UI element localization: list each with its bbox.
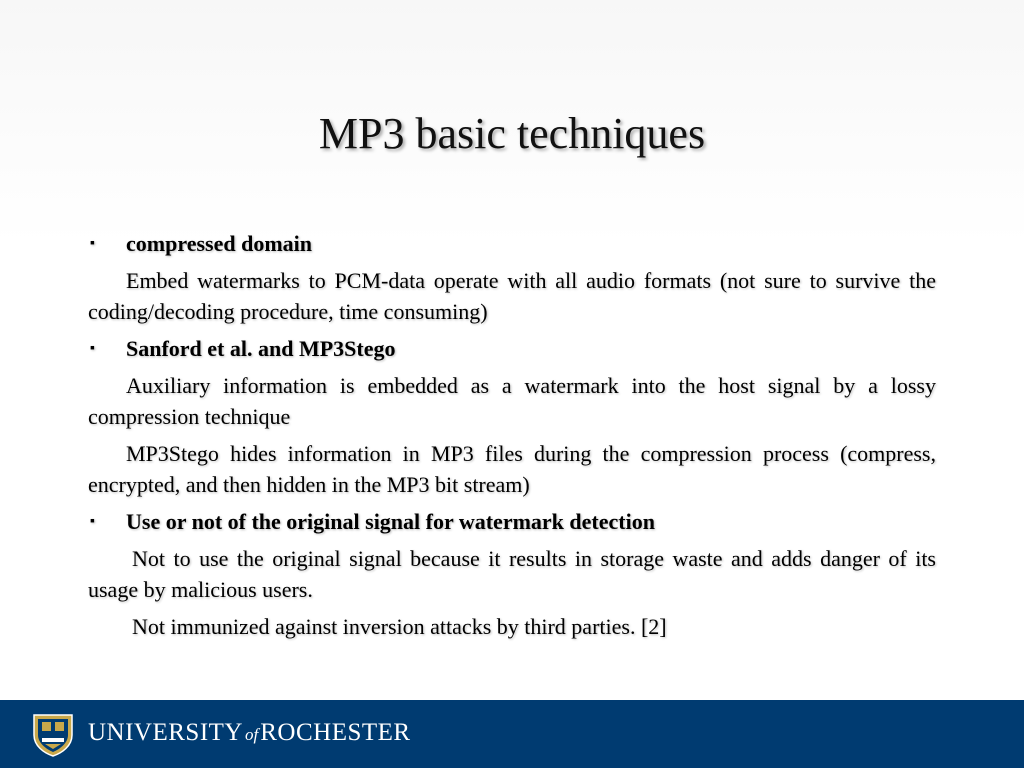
bullet-sanford-mp3stego bbox=[88, 333, 936, 364]
slide-content bbox=[88, 228, 936, 648]
slide-title: MP3 basic techniques bbox=[318, 109, 706, 158]
bullet-square-icon: ▪ bbox=[90, 514, 95, 529]
bullet-original-signal bbox=[88, 506, 936, 537]
bullet-square-icon: ▪ bbox=[90, 236, 95, 251]
paragraph-storage-waste: Not to use the original signal because it results in storage waste and adds danger of its usage by malicious users. bbox=[88, 546, 936, 602]
paragraph-auxiliary-information: Auxiliary information is embedded as a watermark into the host signal by a lossy compression technique bbox=[88, 373, 936, 429]
bullet-square-icon: ▪ bbox=[90, 341, 95, 356]
bullet-text: Sanford et al. and MP3Stego bbox=[126, 336, 396, 361]
university-name bbox=[88, 717, 411, 751]
paragraph-inversion-attacks: Not immunized against inversion attacks by third parties. [2] bbox=[132, 614, 667, 639]
bullet-text: compressed domain bbox=[126, 231, 312, 256]
bullet-compressed-domain bbox=[88, 228, 936, 259]
rochester-word: ROCHESTER bbox=[260, 719, 411, 746]
bullet-text: Use or not of the original signal for watermark detection bbox=[126, 509, 655, 534]
of-word: of bbox=[245, 725, 259, 744]
university-seal-icon bbox=[30, 711, 76, 757]
university-word: UNIVERSITY bbox=[88, 719, 243, 746]
paragraph-mp3stego: MP3Stego hides information in MP3 files during the compression process (compress, encrypted, and then hidden in the MP3 bit stream) bbox=[88, 441, 936, 497]
paragraph-pcm-data: Embed watermarks to PCM-data operate with all audio formats (not sure to survive the coding/decoding procedure, time consuming) bbox=[88, 268, 936, 324]
footer-bar bbox=[0, 700, 1024, 768]
